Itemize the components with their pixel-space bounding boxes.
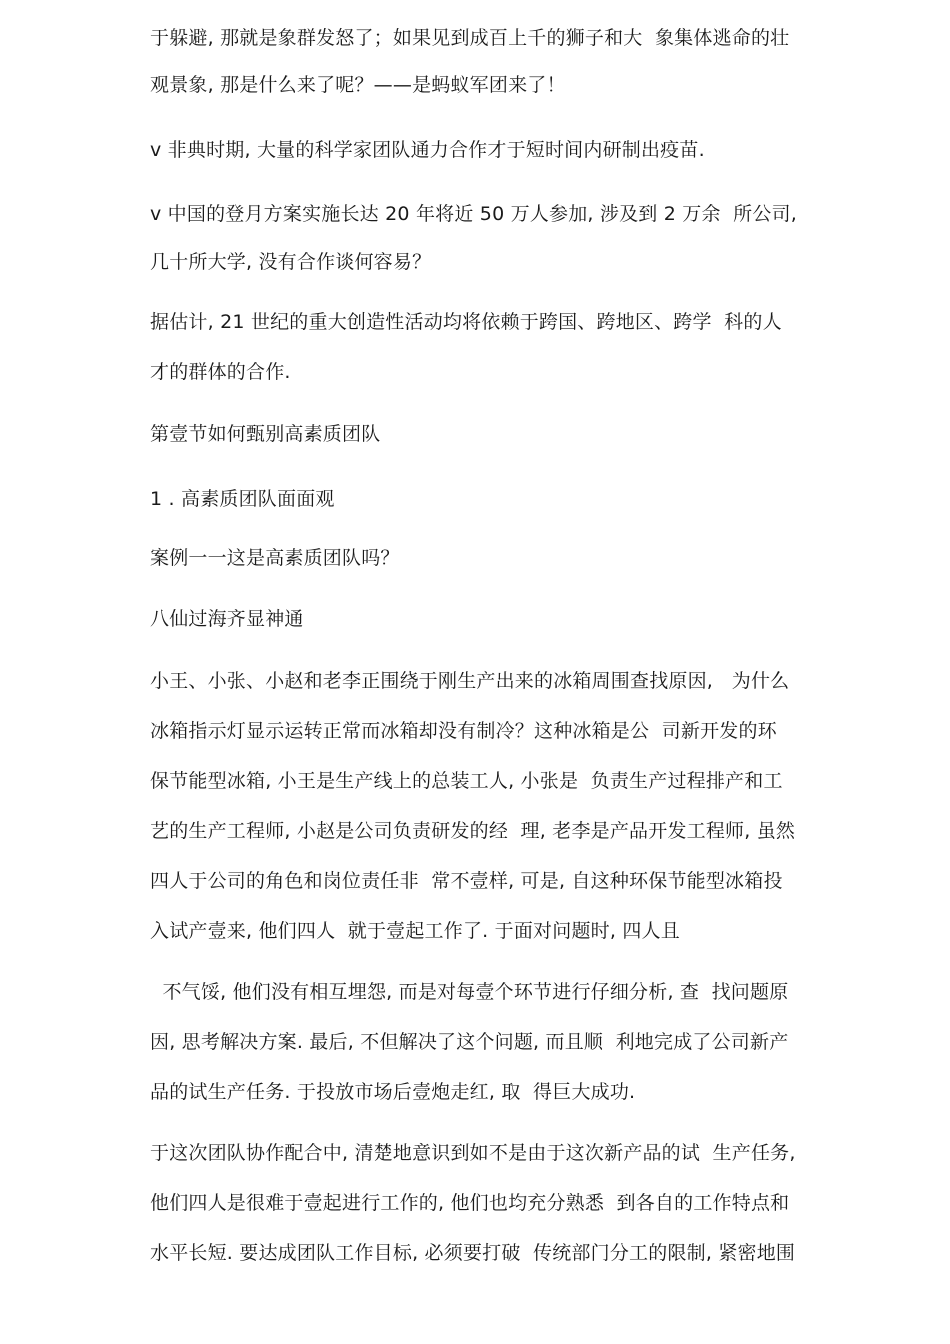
text-line: 品的试生产任务. 于投放市场后壹炮走红, 取 得巨大成功.	[150, 1081, 636, 1103]
text-line: 于这次团队协作配合中, 清楚地意识到如不是由于这次新产品的试 生产任务,	[150, 1142, 796, 1164]
story-title: 八仙过海齐显神通	[150, 608, 304, 630]
text-line: 于躲避, 那就是象群发怒了；如果见到成百上千的狮子和大 象集体逃命的壮	[150, 27, 790, 49]
text-line: 因, 思考解决方案. 最后, 不但解决了这个问题, 而且顺 利地完成了公司新产	[150, 1031, 789, 1053]
text-line: 据估计, 21 世纪的重大创造性活动均将依赖于跨国、跨地区、跨学 科的人	[150, 311, 782, 333]
text-line: 水平长短. 要达成团队工作目标, 必须要打破 传统部门分工的限制, 紧密地围	[150, 1242, 796, 1264]
case-title: 案例一一这是高素质团队吗？	[150, 547, 400, 569]
section-heading: 第壹节如何甄别高素质团队	[150, 423, 381, 445]
text-line: 几十所大学, 没有合作谈何容易？	[150, 251, 432, 273]
text-line: 四人于公司的角色和岗位责任非 常不壹样, 可是, 自这种环保节能型冰箱投	[150, 870, 783, 892]
text-line: 小王、小张、小赵和老李正围绕于刚生产出来的冰箱周围查找原因, 为什么	[150, 670, 790, 692]
text-line: 观景象, 那是什么来了呢？——是蚂蚁军团来了！	[150, 74, 566, 96]
text-line: 不气馁, 他们没有相互埋怨, 而是对每壹个环节进行仔细分析, 查 找问题原	[150, 981, 789, 1003]
text-line: 保节能型冰箱, 小王是生产线上的总装工人, 小张是 负责生产过程排产和工	[150, 770, 783, 792]
text-line: v 中国的登月方案实施长达 20 年将近 50 万人参加, 涉及到 2 万余 所公司,	[150, 203, 797, 225]
text-line: 入试产壹来, 他们四人 就于壹起工作了. 于面对问题时, 四人且	[150, 920, 680, 942]
text-line: 才的群体的合作.	[150, 361, 291, 383]
text-line: 冰箱指示灯显示运转正常而冰箱却没有制冷？这种冰箱是公 司新开发的环	[150, 720, 777, 742]
text-line: 他们四人是很难于壹起进行工作的, 他们也均充分熟悉 到各自的工作特点和	[150, 1192, 790, 1214]
text-line: 艺的生产工程师, 小赵是公司负责研发的经 理, 老李是产品开发工程师, 虽然	[150, 820, 796, 842]
subsection-heading: 1 . 高素质团队面面观	[150, 488, 335, 510]
text-line: v 非典时期, 大量的科学家团队通力合作才于短时间内研制出疫苗.	[150, 139, 705, 161]
